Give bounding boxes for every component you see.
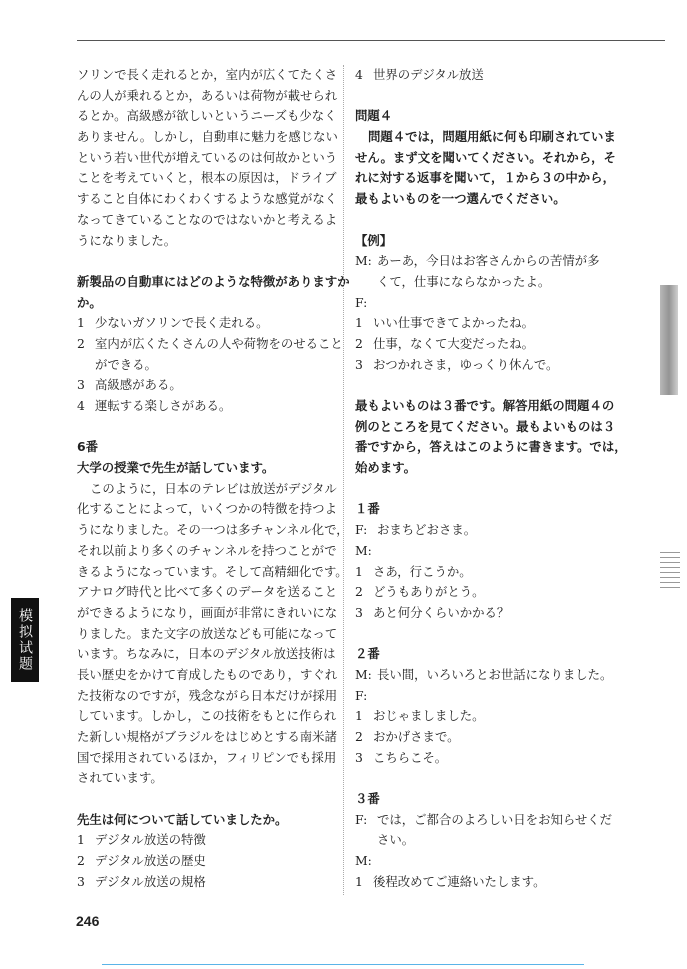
- line-text: ができるようになり，画面が非常にきれいにな: [77, 604, 338, 620]
- text-line: [77, 727, 339, 748]
- line-text: デジタル放送の規格: [95, 873, 206, 889]
- answer-option: [355, 313, 617, 334]
- text-line: [77, 210, 339, 231]
- left-column: [77, 65, 350, 893]
- line-text: 新製品の自動車にはどのような特徴がありますか: [77, 273, 350, 289]
- line-text: ありません。しかし，自動車に魅力を感じない: [77, 129, 338, 145]
- line-text: あーあ，今日はお客さんからの苦情が多: [377, 253, 600, 269]
- speaker-label: F:: [355, 811, 368, 827]
- line-text: 例のところを見てください。最もよいものは３: [355, 418, 616, 434]
- line-text: 長い間，いろいろとお世話になりました。: [377, 666, 613, 682]
- speaker-label: M:: [355, 253, 372, 269]
- line-text: さあ，行こうか。: [373, 563, 472, 579]
- line-text: た技術なのですが，残念ながら日本だけが採用: [77, 687, 338, 703]
- text-line: [77, 624, 339, 645]
- blank-line: [355, 375, 617, 396]
- text-line: [77, 706, 339, 727]
- option-number: 1: [77, 832, 85, 848]
- line-text: 高級感がある。: [95, 377, 182, 393]
- option-number: 3: [355, 749, 363, 765]
- line-text: 室内が広くたくさんの人や荷物をのせること: [95, 335, 343, 351]
- line-text: た新しい規格がブラジルをはじめとする南米諸: [77, 729, 337, 744]
- line-text: すること自体にわくわくするような感覚がなく: [77, 191, 338, 207]
- heading-line: [355, 106, 617, 127]
- line-text: おつかれさま，ゆっくり休んで。: [373, 356, 559, 372]
- blank-line: [77, 251, 339, 272]
- heading-line: [355, 231, 617, 252]
- line-text: デジタル放送の歴史: [95, 853, 206, 869]
- line-text: デジタル放送の特徴: [95, 832, 206, 848]
- text-line: [77, 582, 339, 603]
- heading-line: [355, 148, 617, 169]
- line-text: ができる。: [95, 356, 157, 372]
- dialogue-line: [355, 686, 617, 707]
- text-line: [77, 665, 339, 686]
- blank-line: [355, 624, 617, 645]
- answer-option: [77, 375, 339, 396]
- line-text: 始めます。: [355, 460, 416, 476]
- line-text: されています。: [77, 770, 163, 786]
- answer-option: [355, 355, 617, 376]
- scan-artifact: [660, 285, 678, 395]
- heading-line: [77, 272, 350, 293]
- line-text: 国で採用されているほか，フィリピンでも採用: [77, 749, 337, 765]
- answer-option: [355, 582, 617, 603]
- dialogue-line: [355, 541, 617, 562]
- option-number: 2: [77, 853, 85, 869]
- answer-option: [77, 851, 339, 872]
- line-text: 運転する楽しさがある。: [95, 398, 232, 413]
- line-text: なってきていることなのではないかと考えるよ: [77, 211, 338, 227]
- line-text: います。ちなみに，日本のデジタル放送技術は: [77, 646, 336, 662]
- heading-line: [355, 127, 617, 148]
- speaker-label: F:: [355, 687, 368, 703]
- text-line: [77, 189, 339, 210]
- line-text: では，ご都合のよろしい日をお知らせくだ: [377, 811, 613, 827]
- line-text: 番ですから，答えはこのように書きます。では，: [355, 439, 627, 455]
- option-number: 1: [355, 708, 363, 724]
- line-text: 仕事，なくて大変だったね。: [373, 335, 535, 351]
- text-line: [77, 499, 339, 520]
- text-line: [77, 768, 339, 789]
- text-line: [77, 541, 339, 562]
- dialogue-line: [355, 251, 617, 272]
- line-text: 大学の授業で先生が話しています。: [77, 460, 275, 476]
- option-number: 2: [77, 335, 85, 351]
- option-number: 3: [77, 873, 85, 889]
- line-text: こちらこそ。: [373, 749, 448, 765]
- text-line: [77, 148, 339, 169]
- header-rule: [77, 40, 665, 41]
- text-line: [77, 65, 339, 86]
- answer-option: [355, 706, 617, 727]
- option-number: 4: [77, 398, 85, 413]
- heading-line: [355, 189, 617, 210]
- text-line: [77, 479, 339, 500]
- text-line: [77, 644, 339, 665]
- heading-line: [355, 396, 617, 417]
- answer-option: [355, 65, 617, 86]
- option-number: 1: [77, 315, 85, 331]
- heading-line: [77, 293, 339, 314]
- heading-line: [355, 458, 617, 479]
- footer-rule: [102, 964, 584, 965]
- line-text: 【例】: [355, 232, 393, 248]
- text-line: [77, 127, 339, 148]
- line-text: おまちどおさま。: [377, 522, 477, 538]
- line-text: それ以前より多くのチャンネルを持つことがで: [77, 542, 337, 558]
- dialogue-line: [355, 520, 617, 541]
- speaker-label: F:: [355, 522, 368, 538]
- line-text: 化することによって，いくつかの特徴を持つよ: [77, 501, 337, 517]
- line-text: 6番: [77, 439, 99, 455]
- line-text: くて，仕事にならなかったよ。: [377, 273, 551, 289]
- answer-option: [355, 872, 617, 893]
- line-text: ２番: [355, 646, 380, 662]
- option-number: 2: [355, 335, 363, 351]
- line-text: という若い世代が増えているのは何故かという: [77, 149, 338, 165]
- line-text: １番: [355, 501, 380, 517]
- text-line: [77, 355, 339, 376]
- heading-line: [77, 810, 339, 831]
- line-text: アナログ時代と比べて多くのデータを送ること: [77, 584, 338, 600]
- line-text: おかげさまで。: [373, 729, 460, 744]
- right-column: [355, 65, 627, 893]
- blank-line: [355, 768, 617, 789]
- speaker-label: M:: [355, 853, 372, 869]
- line-text: んの人が乗れるとか，あるいは荷物が載せられ: [77, 87, 338, 103]
- answer-option: [77, 872, 339, 893]
- text-line: [355, 830, 617, 851]
- answer-option: [77, 396, 339, 417]
- line-text: さい。: [377, 832, 415, 848]
- line-text: 最もよいものを一つ選んでください。: [355, 191, 566, 207]
- line-text: あと何分くらいかかる？: [373, 604, 510, 620]
- line-text: ３番: [355, 791, 380, 807]
- option-number: 3: [77, 377, 85, 393]
- blank-line: [77, 417, 339, 438]
- scan-artifact: [660, 548, 680, 588]
- line-text: 後程改めてご連絡いたします。: [373, 873, 546, 889]
- line-text: おじゃましました。: [373, 708, 485, 724]
- line-text: せん。まず文を聞いてください。それから，そ: [355, 149, 616, 165]
- heading-line: [355, 417, 617, 438]
- text-line: [77, 231, 339, 252]
- heading-line: [355, 789, 617, 810]
- text-line: [77, 168, 339, 189]
- line-text: 世界のデジタル放送: [373, 67, 484, 82]
- line-text: 先生は何について話していましたか。: [77, 811, 288, 827]
- line-text: か。: [77, 294, 102, 310]
- text-line: [77, 748, 339, 769]
- blank-line: [77, 789, 339, 810]
- heading-line: [355, 644, 617, 665]
- speaker-label: M:: [355, 666, 372, 682]
- dialogue-line: [355, 810, 617, 831]
- line-text: ソリンで長く走れるとか，室内が広くてたくさ: [77, 67, 338, 82]
- line-text: るとか。高級感が欲しいというニーズも少なく: [77, 108, 337, 124]
- option-number: 1: [355, 315, 363, 331]
- answer-option: [77, 313, 339, 334]
- option-number: 1: [355, 563, 363, 579]
- answer-option: [355, 727, 617, 748]
- text-line: [77, 603, 339, 624]
- line-text: 長い歴史をかけて育成したものであり，すぐれ: [77, 666, 338, 682]
- text-line: [77, 686, 339, 707]
- speaker-label: M:: [355, 542, 372, 558]
- text-line: [77, 562, 348, 583]
- answer-option: [355, 562, 617, 583]
- line-text: うになりました。: [77, 232, 177, 248]
- blank-line: [355, 479, 617, 500]
- heading-line: [355, 499, 617, 520]
- line-text: 少ないガソリンで長く走れる。: [95, 315, 269, 331]
- option-number: 3: [355, 356, 363, 372]
- text-line: [77, 86, 339, 107]
- option-number: 2: [355, 729, 363, 744]
- line-text: れに対する返事を聞いて，１から３の中から，: [355, 170, 615, 186]
- dialogue-line: [355, 665, 617, 686]
- answer-option: [77, 334, 343, 355]
- heading-line: [355, 168, 617, 189]
- text-line: [355, 272, 617, 293]
- line-text: 最もよいものは３番です。解答用紙の問題４の: [355, 398, 615, 413]
- option-number: 3: [355, 604, 363, 620]
- line-text: いい仕事できてよかったね。: [373, 315, 535, 331]
- column-divider: [343, 65, 344, 895]
- text-line: [77, 520, 349, 541]
- line-text: うになりました。その一つは多チャンネル化で，: [77, 522, 349, 538]
- answer-option: [77, 830, 339, 851]
- option-number: 1: [355, 873, 363, 889]
- answer-option: [355, 334, 617, 355]
- line-text: このように，日本のテレビは放送がデジタル: [90, 480, 337, 496]
- heading-line: [355, 437, 627, 458]
- answer-option: [355, 603, 617, 624]
- answer-option: [355, 748, 617, 769]
- page-number: 246: [76, 913, 100, 929]
- line-text: どうもありがとう。: [373, 584, 485, 600]
- dialogue-line: [355, 851, 617, 872]
- side-tab: 模拟试题: [11, 598, 39, 682]
- line-text: しています。しかし，この技術をもとに作られ: [77, 708, 337, 724]
- line-text: りました。また文字の放送なども可能になって: [77, 625, 338, 641]
- heading-line: [77, 458, 339, 479]
- line-text: 問題４では，問題用紙に何も印刷されていま: [368, 129, 616, 145]
- dialogue-line: [355, 293, 617, 314]
- line-text: ことを考えていくと，根本の原因は，ドライブ: [77, 170, 337, 186]
- line-text: きるようになっています。そして高精細化です。: [77, 563, 348, 579]
- blank-line: [355, 86, 617, 107]
- heading-line: [77, 437, 339, 458]
- option-number: 4: [355, 67, 363, 82]
- text-line: [77, 106, 339, 127]
- speaker-label: F:: [355, 294, 368, 310]
- line-text: 問題４: [355, 108, 393, 124]
- option-number: 2: [355, 584, 363, 600]
- blank-line: [355, 210, 617, 231]
